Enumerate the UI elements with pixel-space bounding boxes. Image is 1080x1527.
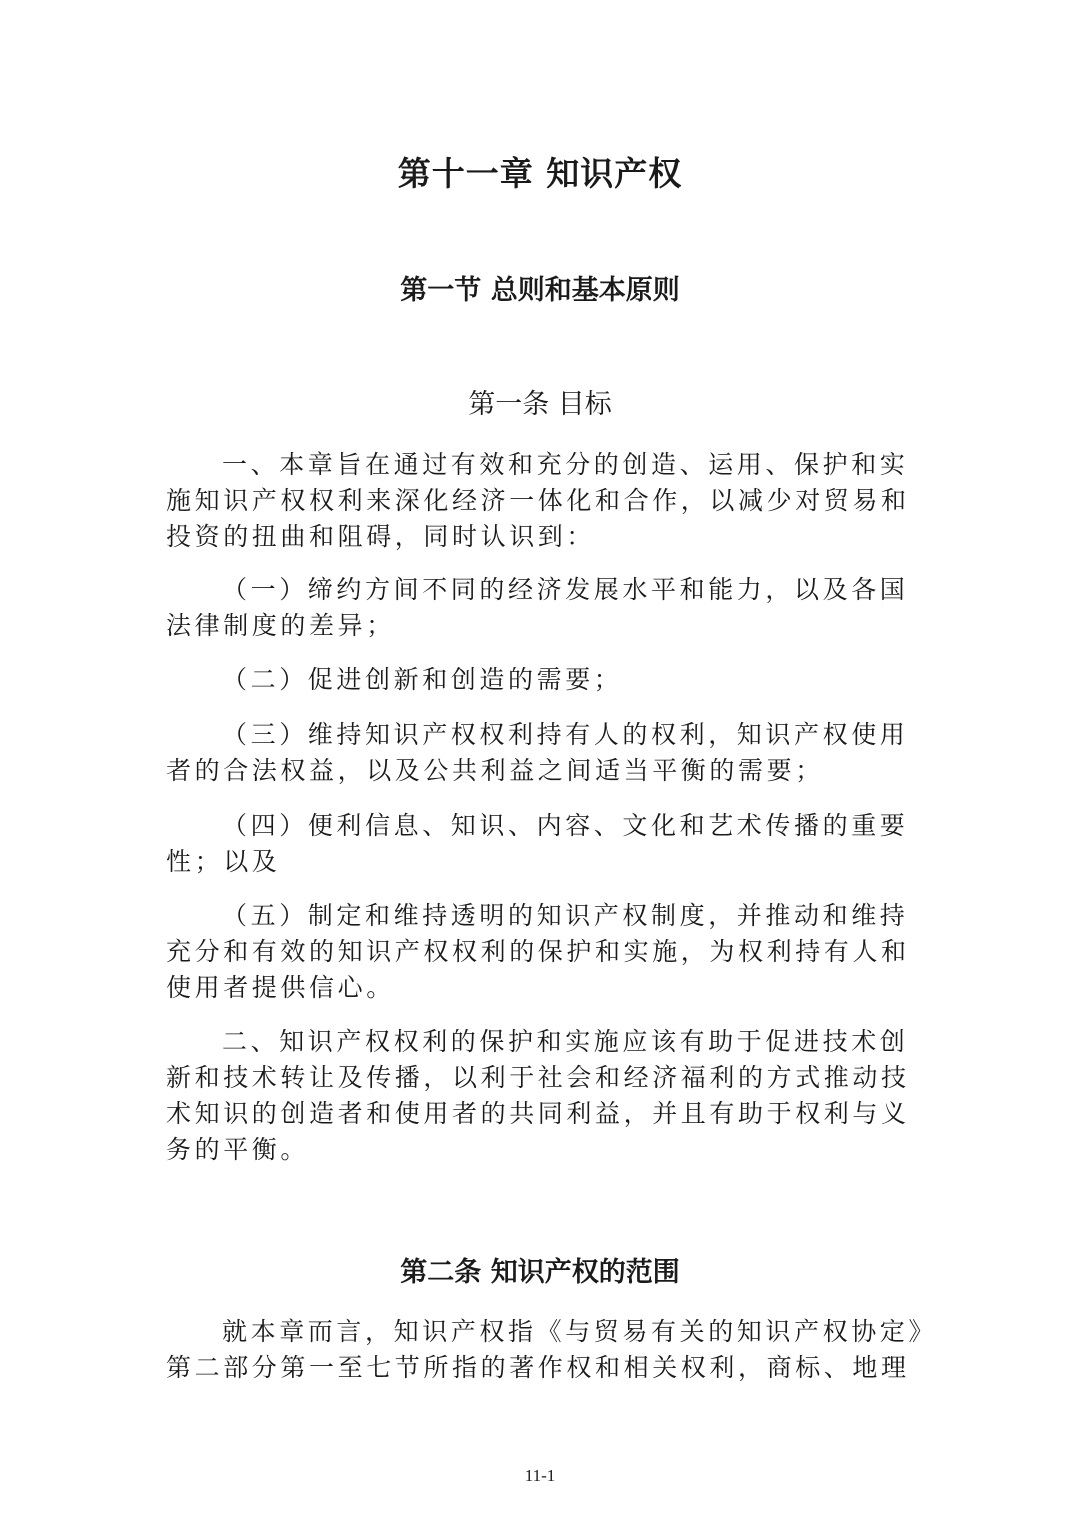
paragraph-line: 一、本章旨在通过有效和充分的创造、运用、保护和实 bbox=[222, 450, 909, 479]
list-item-line: （五）制定和维持透明的知识产权制度，并推动和维持 bbox=[222, 901, 909, 930]
paragraph-line: 务的平衡。 bbox=[166, 1135, 310, 1164]
list-item-line: （四）便利信息、知识、内容、文化和艺术传播的重要 bbox=[222, 811, 909, 840]
chapter-title: 第十一章 知识产权 bbox=[397, 154, 683, 193]
list-item-line: 充分和有效的知识产权权利的保护和实施，为权利持有人和 bbox=[166, 937, 910, 966]
list-item-line: 者的合法权益，以及公共利益之间适当平衡的需要； bbox=[166, 756, 824, 785]
page-number: 11-1 bbox=[524, 1466, 556, 1485]
paragraph-line: 二、知识产权权利的保护和实施应该有助于促进技术创 bbox=[222, 1027, 909, 1056]
section-title: 第一节 总则和基本原则 bbox=[400, 275, 680, 306]
paragraph-line: 就本章而言，知识产权指《与贸易有关的知识产权协定》 bbox=[222, 1317, 938, 1346]
paragraph-line: 施知识产权权利来深化经济一体化和合作，以减少对贸易和 bbox=[166, 486, 910, 515]
article-2-title: 第二条 知识产权的范围 bbox=[400, 1257, 680, 1288]
list-item-line: 法律制度的差异； bbox=[166, 611, 395, 640]
paragraph-line: 投资的扭曲和阻碍，同时认识到： bbox=[166, 522, 596, 551]
article-1-title: 第一条 目标 bbox=[468, 389, 612, 420]
list-item-line: 使用者提供信心。 bbox=[166, 973, 395, 1002]
list-item-line: （三）维持知识产权权利持有人的权利，知识产权使用 bbox=[222, 720, 909, 749]
list-item-line: （二）促进创新和创造的需要； bbox=[222, 665, 623, 694]
paragraph-line: 术知识的创造者和使用者的共同利益，并且有助于权利与义 bbox=[166, 1099, 910, 1128]
paragraph-line: 新和技术转让及传播，以利于社会和经济福利的方式推动技 bbox=[166, 1063, 910, 1092]
paragraph-line: 第二部分第一至七节所指的著作权和相关权利，商标、地理 bbox=[166, 1353, 910, 1382]
list-item-line: （一）缔约方间不同的经济发展水平和能力，以及各国 bbox=[222, 575, 909, 604]
list-item-line: 性；以及 bbox=[166, 847, 281, 876]
